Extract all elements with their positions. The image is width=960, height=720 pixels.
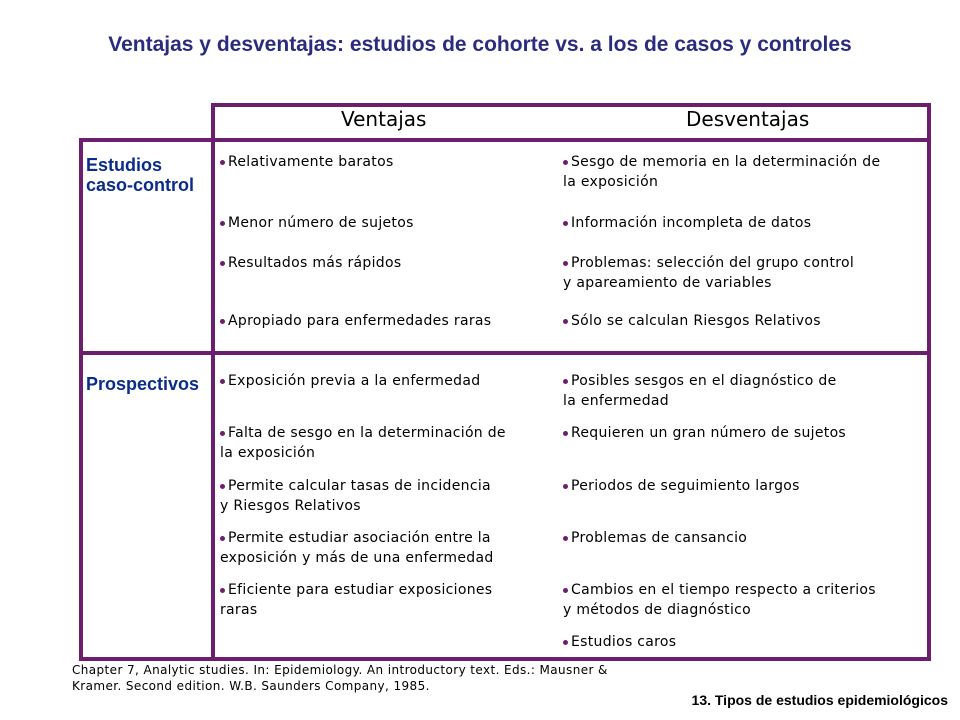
bullet-icon (563, 536, 568, 541)
citation: Chapter 7, Analytic studies. In: Epidemiology. An introductory text. Eds.: Mausner & Kramer. Second edition. W.B. Saunders Company, 1985. (72, 663, 608, 693)
bullet-icon (563, 379, 568, 384)
bullet-icon (220, 319, 225, 324)
bullet-icon (220, 431, 225, 436)
bullet-icon (220, 536, 225, 541)
bullet-icon (563, 484, 568, 489)
header-desventajas: Desventajas (686, 107, 810, 131)
section-divider (79, 351, 931, 355)
pr-desventaja-item: Estudios caros (563, 632, 676, 652)
group-label-caso-control: Estudios caso-control (86, 155, 195, 195)
pr-desventaja-item: Cambios en el tiempo respecto a criterios y métodos de diagnóstico (563, 582, 876, 618)
bullet-icon (220, 588, 225, 593)
pr-ventaja-item: Permite calcular tasas de incidencia y Riesgos Relativos (220, 478, 491, 514)
table-border-center-top (211, 103, 215, 660)
page-title: Ventajas y desventajas: estudios de cohorte vs. a los de casos y controles (108, 33, 852, 56)
pr-desventaja-item: Problemas de cansancio (563, 528, 747, 548)
bullet-icon (220, 261, 225, 266)
bullet-icon (563, 431, 568, 436)
pr-desventaja-item: Requieren un gran número de sujetos (563, 423, 846, 443)
pr-ventaja-item: Permite estudiar asociación entre la exposición y más de una enfermedad (220, 530, 494, 566)
pr-ventaja-item: Exposición previa a la enfermedad (220, 371, 480, 391)
table-border-right (927, 103, 931, 660)
bullet-icon (563, 261, 568, 266)
cc-ventaja-item: Resultados más rápidos (220, 253, 401, 273)
pr-desventaja-item: Periodos de seguimiento largos (563, 476, 800, 496)
cc-desventaja-item: Sólo se calculan Riesgos Relativos (563, 311, 821, 331)
pr-desventaja-item: Posibles sesgos en el diagnóstico de la enfermedad (563, 373, 837, 409)
table-border-top (211, 103, 931, 107)
pr-ventaja-item: Eficiente para estudiar exposiciones raras (220, 582, 493, 618)
header-ventajas: Ventajas (341, 107, 427, 131)
slide-footer: 13. Tipos de estudios epidemiológicos (691, 692, 948, 708)
group-label-prospectivos: Prospectivos (86, 374, 200, 394)
cc-ventaja-item: Menor número de sujetos (220, 213, 414, 233)
cc-desventaja-item: Información incompleta de datos (563, 213, 811, 233)
cc-desventaja-item: Sesgo de memoria en la determinación de la exposición (563, 154, 881, 190)
bullet-icon (220, 160, 225, 165)
bullet-icon (563, 319, 568, 324)
table-border-bottom (79, 657, 931, 661)
bullet-icon (220, 221, 225, 226)
bullet-icon (563, 640, 568, 645)
bullet-icon (563, 588, 568, 593)
table-border-left (79, 139, 83, 660)
bullet-icon (563, 221, 568, 226)
bullet-icon (563, 160, 568, 165)
pr-ventaja-item: Falta de sesgo en la determinación de la exposición (220, 425, 506, 461)
cc-ventaja-item: Apropiado para enfermedades raras (220, 311, 491, 331)
cc-ventaja-item: Relativamente baratos (220, 152, 394, 172)
bullet-icon (220, 379, 225, 384)
cc-desventaja-item: Problemas: selección del grupo control y apareamiento de variables (563, 255, 855, 291)
bullet-icon (220, 484, 225, 489)
header-divider (79, 138, 931, 142)
